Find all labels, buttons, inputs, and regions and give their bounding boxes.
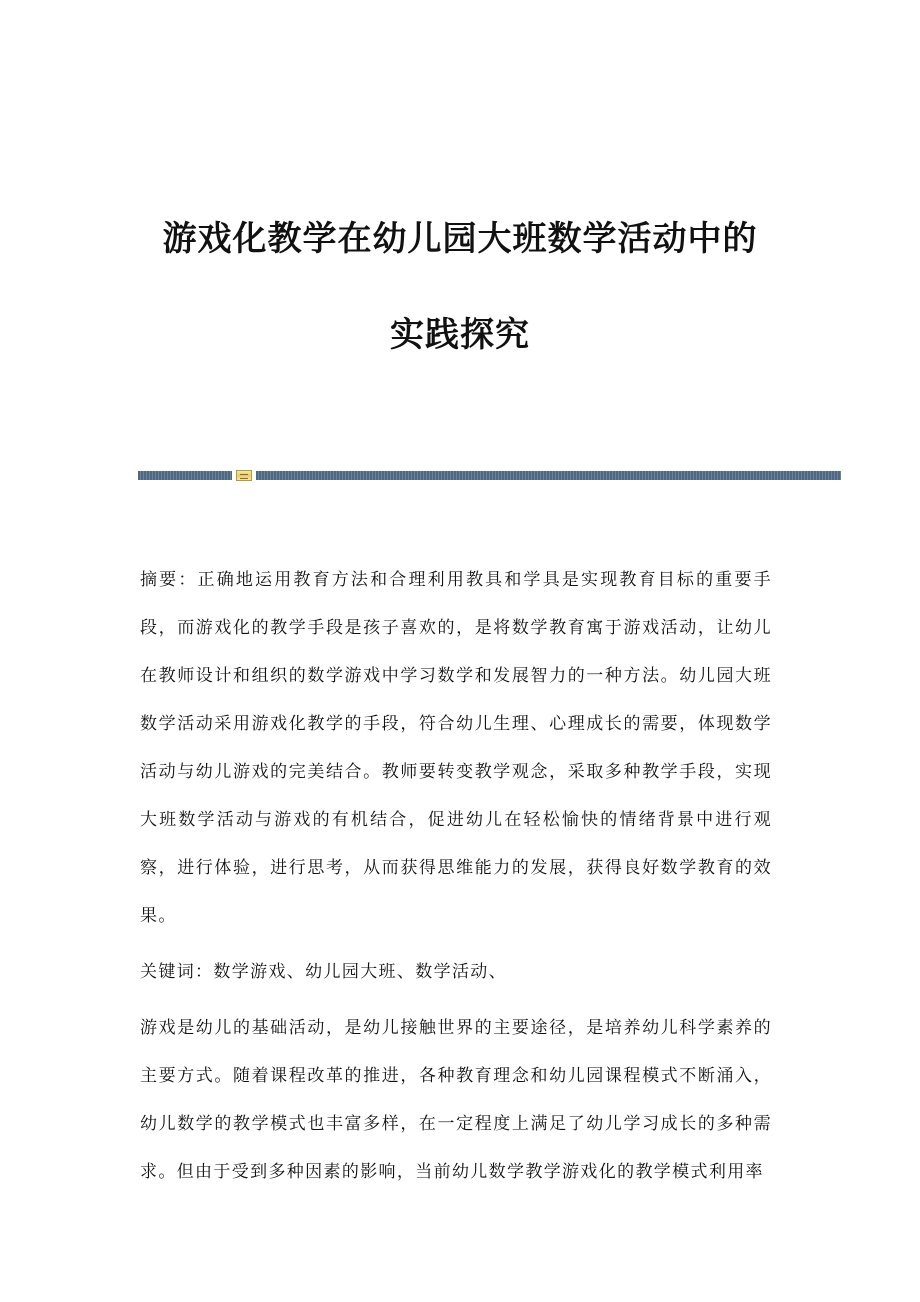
document-title-line-1: 游戏化教学在幼儿园大班数学活动中的 xyxy=(162,219,758,259)
title-divider xyxy=(138,471,841,480)
keywords-line: 关键词：数学游戏、幼儿园大班、数学活动、 xyxy=(140,962,507,982)
divider-bar-left xyxy=(138,471,232,480)
divider-bar-right xyxy=(256,471,841,480)
divider-ornament-icon xyxy=(236,470,252,481)
abstract-paragraph: 摘要：正确地运用教育方法和合理利用教具和学具是实现教育目标的重要手段，而游戏化的教学手段是孩子喜欢的，是将数学教育寓于游戏活动，让幼儿在教师设计和组织的数学游戏中学习数学和发展智力的一种方法。幼儿园大班数学活动采用游戏化教学的手段，符合幼儿生理、心理成长的需要，体现数学活动与幼儿游戏的完美结合。教师要转变教学观念，采取多种教学手段，实现大班数学活动与游戏的有机结合，促进幼儿在轻松愉快的情绪背景中进行观察，进行体验，进行思考，从而获得思维能力的发展，获得良好数学教育的效果。 xyxy=(140,570,772,926)
document-title-line-2: 实践探究 xyxy=(390,315,530,355)
body-paragraph: 游戏是幼儿的基础活动，是幼儿接触世界的主要途径，是培养幼儿科学素养的主要方式。随着课程改革的推进，各种教育理念和幼儿园课程模式不断涌入，幼儿数学的教学模式也丰富多样，在一定程度上满足了幼儿学习成长的多种需求。但由于受到多种因素的影响，当前幼儿数学教学游戏化的教学模式利用率 xyxy=(140,1018,772,1182)
